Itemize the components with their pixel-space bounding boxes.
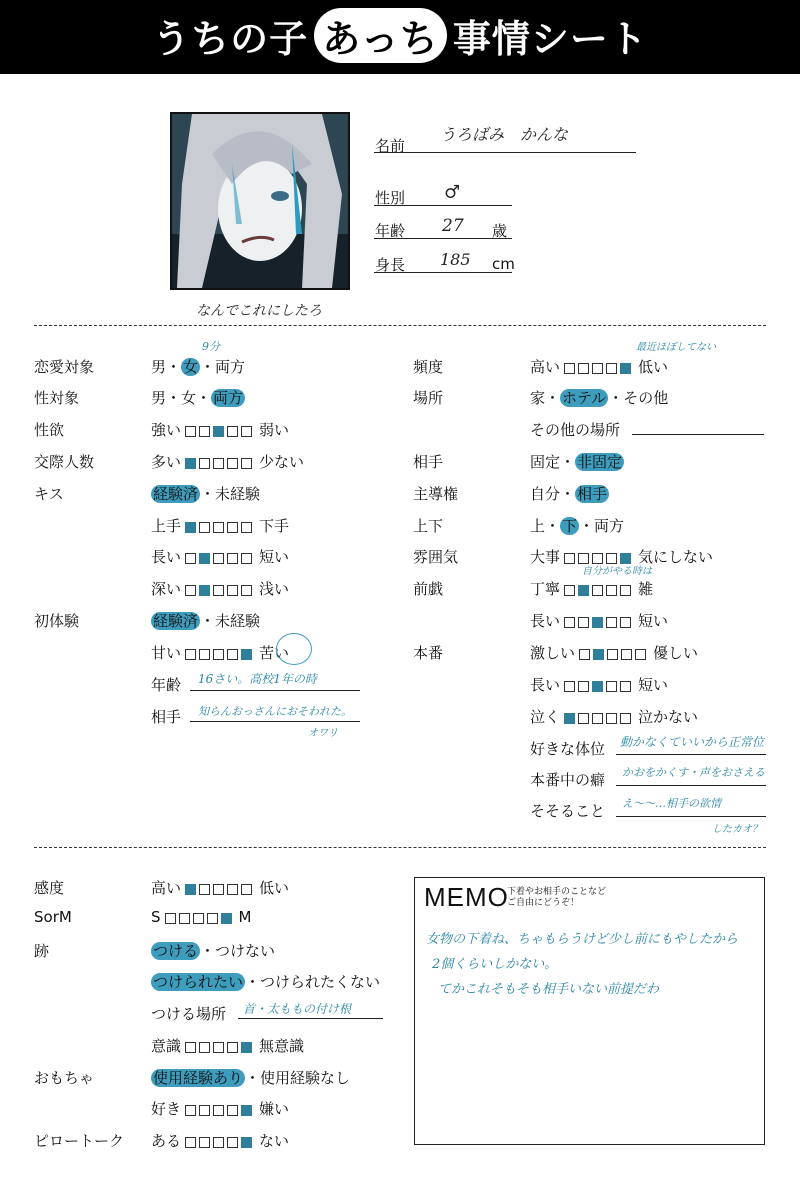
rating-box (213, 1137, 224, 1148)
rating-box (199, 426, 210, 437)
rating-boxes-partners (185, 454, 255, 472)
rating-box (185, 458, 196, 469)
rating-box (213, 1105, 224, 1116)
rating-box (221, 913, 232, 924)
label-place: 場所 (413, 389, 444, 407)
main-length-scale: 長い 短い (530, 676, 669, 694)
rating-box (185, 522, 196, 533)
rating-box (606, 617, 617, 628)
rating-box (592, 585, 603, 596)
gender-underline (374, 205, 512, 206)
rating-box (199, 585, 210, 596)
rating-boxes-aware (185, 1038, 255, 1056)
kiss-options: 経験済 ・未経験 (153, 485, 261, 503)
turn-on-value: え〜〜…相手の欲情 (622, 797, 721, 810)
rating-boxes-libido (185, 422, 255, 440)
rating-box (564, 553, 575, 564)
rating-box (564, 617, 575, 628)
rating-box (606, 363, 617, 374)
rating-box (621, 649, 632, 660)
rating-box (213, 553, 224, 564)
rating-box (199, 1042, 210, 1053)
awareness-scale: 意識 無意識 (151, 1037, 305, 1055)
rating-boxes-sm (165, 909, 235, 927)
memo-line-1: 女物の下着ね、ちゃもらうけど少し前にもやしたから (426, 932, 739, 947)
name-underline (374, 152, 636, 153)
rating-boxes-main (579, 645, 649, 663)
love-note: 9分 (202, 340, 220, 353)
rating-boxes-deep (185, 581, 255, 599)
rating-box (620, 617, 631, 628)
rating-box (213, 522, 224, 533)
frequency-scale: 高い 低い (530, 358, 669, 376)
rating-box (593, 649, 604, 660)
rating-box (564, 585, 575, 596)
rating-box (578, 681, 589, 692)
bitter-circle-mark (276, 633, 312, 665)
place-options: 家・ ホテル ・その他 (530, 389, 669, 407)
rating-box (199, 1105, 210, 1116)
rating-box (227, 1042, 238, 1053)
rating-box (185, 884, 196, 895)
sensitivity-scale: 高い 低い (151, 879, 290, 897)
divider-top (34, 325, 766, 326)
first-partner-label: 相手 (151, 708, 182, 726)
rating-box (227, 522, 238, 533)
first-partner-underline (190, 721, 360, 722)
age-unit: 歳 (492, 222, 508, 240)
rating-box (592, 713, 603, 724)
rating-box (241, 458, 252, 469)
rating-box (241, 1105, 252, 1116)
other-place-label: その他の場所 (530, 421, 621, 439)
height-underline (374, 272, 512, 273)
label-mood: 雰囲気 (413, 548, 459, 566)
rating-box (620, 585, 631, 596)
sorm-scale: S M (151, 908, 252, 926)
frequency-note: 最近ほぼしてない (636, 342, 716, 353)
rating-boxes-cry (564, 709, 634, 727)
fav-position-underline (616, 754, 766, 755)
foreplay-length-scale: 長い 短い (530, 612, 669, 630)
rating-box (185, 649, 196, 660)
label-kiss: キス (34, 485, 64, 503)
label-first-time: 初体験 (34, 612, 80, 630)
rating-box (227, 585, 238, 596)
gender-label: 性別 (375, 189, 406, 207)
kiss-skill-scale: 上手 下手 (151, 517, 290, 535)
rating-box (241, 1042, 252, 1053)
first-partner-note: オワリ (308, 728, 338, 739)
rating-box (578, 363, 589, 374)
first-sweet-scale: 甘い 苦い (151, 644, 290, 662)
rating-box (213, 884, 224, 895)
label-mate: 相手 (413, 453, 444, 471)
first-age-underline (190, 690, 360, 691)
mood-scale: 大事 気にしない (530, 548, 714, 566)
memo-title: MEMO (424, 882, 509, 912)
rating-box (579, 649, 590, 660)
rating-box (241, 426, 252, 437)
other-place-underline (632, 434, 764, 435)
position-options: 上・ 下 ・両方 (530, 517, 625, 535)
character-portrait (170, 112, 350, 290)
mark-place-underline (238, 1018, 383, 1019)
rating-box (227, 649, 238, 660)
rating-box (179, 913, 190, 924)
rating-box (213, 1042, 224, 1053)
sex-target-options: 男・女・ 両方 (151, 389, 244, 407)
first-partner-value: 知らんおっさんにおそわれた。 (198, 705, 352, 718)
rating-box (578, 617, 589, 628)
name-value: うろばみ かんな (440, 125, 569, 144)
first-age-label: 年齢 (151, 676, 182, 694)
name-label: 名前 (375, 137, 406, 155)
age-underline (374, 238, 512, 239)
gender-value: ♂ (444, 182, 461, 203)
rating-boxes-fore (564, 581, 634, 599)
foreplay-note: 自分がやる時は (582, 566, 652, 577)
rating-box (592, 681, 603, 692)
toys-like-scale: 好き 嫌い (151, 1100, 290, 1118)
rating-box (213, 458, 224, 469)
rating-box (213, 649, 224, 660)
love-target-options: 男・ 女 ・両方 (151, 358, 246, 376)
label-sorm: SorM (34, 908, 72, 926)
memo-box (414, 877, 765, 1145)
habit-underline (616, 785, 766, 786)
label-frequency: 頻度 (413, 358, 444, 376)
rating-boxes-freq (564, 359, 634, 377)
label-pillow-talk: ピロートーク (34, 1132, 125, 1150)
first-time-options: 経験済 ・未経験 (153, 612, 261, 630)
rating-box (213, 426, 224, 437)
rating-box (606, 681, 617, 692)
mark-options: つける ・つけない (153, 942, 276, 960)
rating-box (592, 617, 603, 628)
rating-box (620, 363, 631, 374)
rating-box (227, 458, 238, 469)
height-value: 185 (440, 250, 471, 269)
height-unit: cm (492, 255, 515, 273)
fav-position-value: 動かなくていいから正常位 (620, 735, 765, 749)
rating-box (227, 1137, 238, 1148)
rating-boxes-sens (185, 880, 255, 898)
kiss-length-scale: 長い 短い (151, 548, 290, 566)
rating-box (241, 1137, 252, 1148)
marked-options: つけられたい ・つけられたくない (153, 973, 381, 991)
sheet-title: うちの子 あっち 事情シート (0, 8, 800, 63)
rating-box (227, 426, 238, 437)
rating-box (564, 681, 575, 692)
rating-boxes-like (185, 1101, 255, 1119)
rating-box (185, 585, 196, 596)
foreplay-scale: 丁寧 雑 (530, 580, 654, 598)
age-label: 年齢 (375, 222, 406, 240)
rating-box (241, 585, 252, 596)
rating-box (207, 913, 218, 924)
label-foreplay: 前戯 (413, 580, 444, 598)
mark-place-value: 首・太ももの付け根 (243, 1002, 352, 1016)
rating-box (241, 884, 252, 895)
mate-options: 固定・ 非固定 (530, 453, 623, 471)
divider-bottom (34, 847, 766, 848)
rating-box (607, 649, 618, 660)
label-toys: おもちゃ (34, 1069, 95, 1087)
partners-scale: 多い 少ない (151, 453, 305, 471)
turn-on-note: したカオ？ (712, 824, 762, 835)
turn-on-underline (616, 816, 766, 817)
rating-box (592, 363, 603, 374)
rating-box (199, 522, 210, 533)
rating-box (185, 1137, 196, 1148)
rating-box (227, 884, 238, 895)
rating-box (213, 585, 224, 596)
memo-hint: 下着やお相手のことなど ご自由にどうぞ！ (507, 887, 607, 908)
habit-label: 本番中の癖 (530, 771, 606, 789)
rating-box (185, 1042, 196, 1053)
label-main: 本番 (413, 644, 444, 662)
rating-box (606, 713, 617, 724)
rating-boxes-long (185, 549, 255, 567)
kiss-depth-scale: 深い 浅い (151, 580, 290, 598)
rating-box (185, 553, 196, 564)
rating-box (165, 913, 176, 924)
label-partners: 交際人数 (34, 453, 95, 471)
rating-box (564, 713, 575, 724)
label-sensitivity: 感度 (34, 879, 65, 897)
rating-box (199, 458, 210, 469)
rating-box (620, 713, 631, 724)
cry-scale: 泣く 泣かない (530, 708, 699, 726)
rating-boxes-sweet (185, 645, 255, 663)
rating-boxes-mainlen (564, 677, 634, 695)
habit-value: かおをかくす・声をおさえる (622, 766, 765, 779)
rating-box (185, 426, 196, 437)
rating-box (578, 713, 589, 724)
mark-place-label: つける場所 (151, 1005, 227, 1023)
label-mark: 跡 (34, 942, 50, 960)
rating-box (241, 522, 252, 533)
rating-box (199, 553, 210, 564)
turn-on-label: そそること (530, 802, 606, 820)
age-value: 27 (442, 216, 464, 236)
rating-boxes-pillow (185, 1133, 255, 1151)
label-sex-target: 性対象 (34, 389, 80, 407)
rating-box (199, 649, 210, 660)
rating-box (199, 884, 210, 895)
label-position: 上下 (413, 517, 444, 535)
memo-line-2: 2個くらいしかない。 (432, 957, 558, 972)
rating-box (227, 1105, 238, 1116)
memo-line-3: てかこれそもそも相手いない前提だわ (438, 982, 660, 997)
rating-box (578, 585, 589, 596)
height-label: 身長 (375, 256, 406, 274)
label-libido: 性欲 (34, 421, 65, 439)
libido-scale: 強い 弱い (151, 421, 290, 439)
rating-box (564, 363, 575, 374)
rating-box (199, 1137, 210, 1148)
rating-box (620, 681, 631, 692)
rating-box (227, 553, 238, 564)
first-age-value: 16さい。高校1年の時 (198, 672, 317, 686)
rating-box (185, 1105, 196, 1116)
rating-boxes-forelen (564, 613, 634, 631)
main-intensity-scale: 激しい 優しい (530, 644, 699, 662)
pillow-talk-scale: ある ない (151, 1132, 290, 1150)
rating-boxes-skill (185, 518, 255, 536)
fav-position-label: 好きな体位 (530, 740, 606, 758)
rating-box (606, 585, 617, 596)
lead-options: 自分・ 相手 (530, 485, 608, 503)
rating-box (635, 649, 646, 660)
toys-options: 使用経験あり ・使用経験なし (153, 1069, 351, 1087)
rating-box (241, 649, 252, 660)
portrait-caption: なんでこれにしたろ (196, 303, 322, 319)
label-lead: 主導権 (413, 485, 459, 503)
rating-box (241, 553, 252, 564)
rating-box (193, 913, 204, 924)
label-love-target: 恋愛対象 (34, 358, 95, 376)
